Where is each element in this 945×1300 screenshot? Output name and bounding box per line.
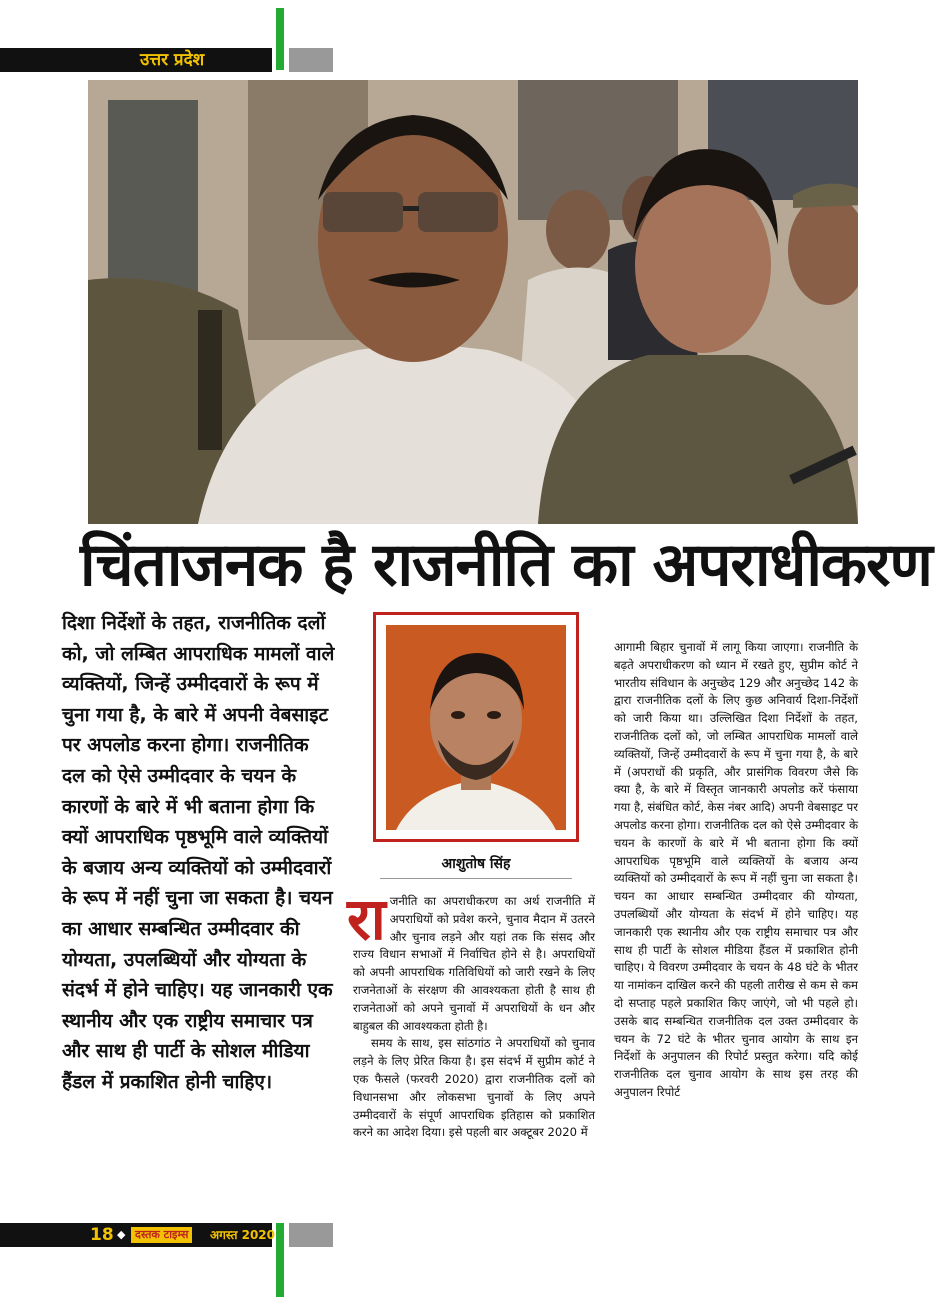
hero-photo — [88, 80, 858, 524]
author-photo-frame — [373, 612, 579, 842]
hero-photo-illustration — [88, 80, 858, 524]
green-accent-bar — [276, 1223, 284, 1297]
author-photo — [386, 625, 566, 830]
headline: चिंताजनक है राजनीति का अपराधीकरण — [80, 530, 932, 600]
page-number: 18 — [90, 1225, 114, 1245]
grey-accent-block — [289, 48, 333, 72]
grey-accent-block — [289, 1223, 333, 1247]
drop-cap: रा — [347, 885, 386, 953]
issue-date: अगस्त 2020 — [210, 1228, 276, 1242]
article-paragraph — [347, 885, 595, 1035]
article-column-middle — [347, 885, 595, 1142]
author-name: आशुतोष सिंह — [441, 856, 511, 872]
article-paragraph-text: जनीति का अपराधीकरण का अर्थ राजनीति में अपराधियों को प्रवेश करने, चुनाव मैदान में उतरने और चुनाव लड़ने और यहां तक कि संसद और राज्य विधान सभाओं में निर्वाचित होने से है। अपराधियों को अपनी आपराधिक गतिविधियों को जारी रखने के लिए राजनेताओं के संरक्षण की आवश्यकता होती है साथ ही राजनेताओं को अपने चुनावों में अपराधियों के धन और बाहुबल की आवश्यकता होती है। — [353, 894, 595, 1033]
author-portrait-illustration — [386, 625, 566, 830]
author-divider — [380, 878, 572, 879]
section-label: उत्तर प्रदेश — [140, 50, 205, 70]
pull-quote-column: दिशा निर्देशों के तहत, राजनीतिक दलों को, जो लम्बित आपराधिक मामलों वाले व्यक्तियों, जिन्हें उम्मीदवारों के रूप में चुना गया है, के बारे में अपनी वेबसाइट पर अपलोड करना होगा। राजनीतिक दल को ऐसे उम्मीदवार के चयन के कारणों के बारे में भी बताना होगा कि क्यों आपराधिक पृष्ठभूमि वाले व्यक्तियों के बजाय अन्य व्यक्तियों को उम्मीदवारों के रूप में नहीं चुना जा सकता है। चयन का आधार सम्बन्धित उम्मीदवार की योग्यता, उपलब्धियों और योग्यता के संदर्भ में होने चाहिए। यह जानकारी एक स्थानीय और एक राष्ट्रीय समाचार पत्र और साथ ही पार्टी के सोशल मीडिया हैंडल में प्रकाशित होनी चाहिए। — [62, 612, 335, 1093]
magazine-logo: दस्तक टाइम्स — [131, 1227, 192, 1243]
section-header-bar — [0, 48, 272, 72]
article-paragraph: समय के साथ, इस सांठगांठ ने अपराधियों को चुनाव लड़ने के लिए प्रेरित किया है। इस संदर्भ में सुप्रीम कोर्ट ने एक फैसले (फरवरी 2020) द्वारा राजनीतिक दलों को विधानसभा और लोकसभा चुनावों के लिए अपने उम्मीदवारों के संपूर्ण आपराधिक इतिहास को प्रकाशित करने का आदेश दिया। इसे पहली बार अक्टूबर 2020 में — [353, 1036, 595, 1140]
diamond-icon: ◆ — [117, 1228, 126, 1241]
article-column-right: आगामी बिहार चुनावों में लागू किया जाएगा। राजनीति के बढ़ते अपराधीकरण को ध्यान में रखते हुए, सुप्रीम कोर्ट ने भारतीय संविधान के अनुच्छेद 129 और अनुच्छेद 142 के द्वारा राजनीतिक दलों के लिए कुछ अनिवार्य दिशा-निर्देशों को जारी किया था। उल्लिखित दिशा निर्देशों के तहत, राजनीतिक दलों को, जो लम्बित आपराधिक मामलों वाले व्यक्तियों, जिन्हें उम्मीदवारों के रूप में चुना गया है, के बारे में (अपराधों की प्रकृति, और प्रासंगिक विवरण जैसे कि क्या है, के बारे में विस्तृत जानकारी अपलोड करें फंसाया गया है, संबंधित कोर्ट, केस नंबर आदि) अपनी वेबसाइट पर अपलोड करना होगा। राजनीतिक दल को ऐसे उम्मीदवार के चयन के कारणों के बारे में भी बताना होगा कि क्यों आपराधिक पृष्ठभूमि वाले व्यक्तियों के बजाय अन्य व्यक्तियों को उम्मीदवारों के रूप में नहीं चुना जा सकता है। चयन का आधार सम्बन्धित उम्मीदवार की योग्यता, उपलब्धियों और योग्यता के संदर्भ में होने चाहिए। यह जानकारी एक स्थानीय और एक राष्ट्रीय समाचार पत्र और साथ ही पार्टी के सोशल मीडिया हैंडल में प्रकाशित होनी चाहिए। ये विवरण उम्मीदवार के चयन के 48 घंटे के भीतर या नामांकन दाखिल करने की पहली तारीख से कम से कम दो सप्ताह पहले प्रकाशित किए जाएंगे, जो भी पहले हो। उसके बाद सम्बन्धित राजनीतिक दल उक्त उम्मीदवार के चयन के 72 घंटे के भीतर चुनाव आयोग के साथ इन निर्देशों के अनुपालन की रिपोर्ट प्रस्तुत करेगा। यदि कोई राजनीतिक दल चुनाव आयोग के साथ इस तरह की अनुपालन रिपोर्ट — [614, 640, 858, 1099]
green-accent-bar — [276, 8, 284, 70]
